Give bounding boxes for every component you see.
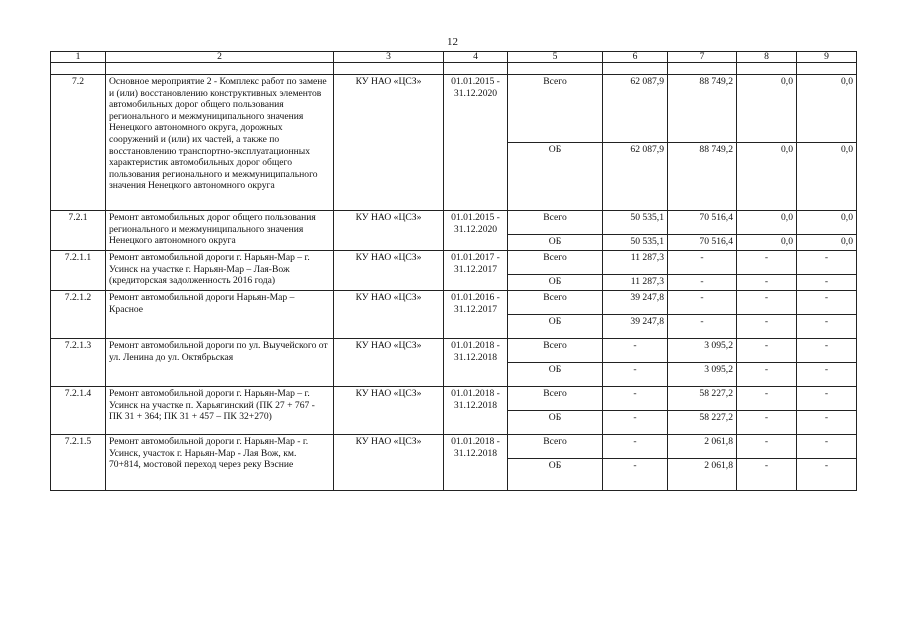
row-number: 7.2.1.5 bbox=[51, 435, 106, 491]
row-value-col6: 62 087,9 bbox=[603, 75, 668, 143]
row-executor: КУ НАО «ЦСЗ» bbox=[334, 211, 444, 251]
column-header: 8 bbox=[737, 52, 797, 63]
row-period: 01.01.2017 - 31.12.2017 bbox=[444, 251, 508, 291]
row-number: 7.2.1.1 bbox=[51, 251, 106, 291]
row-value-col6: 50 535,1 bbox=[603, 211, 668, 235]
row-source: ОБ bbox=[508, 411, 603, 435]
row-source: ОБ bbox=[508, 459, 603, 491]
row-value-col7: 70 516,4 bbox=[668, 211, 737, 235]
column-header: 6 bbox=[603, 52, 668, 63]
row-name: Ремонт автомобильной дороги г. Нарьян-Мар – г. Усинск на участке г. Нарьян-Мар – Лая-Вож (кредиторская задолженность 2016 года) bbox=[106, 251, 334, 291]
row-value-col8: - bbox=[737, 339, 797, 363]
row-value-col8: - bbox=[737, 435, 797, 459]
row-value-col8: - bbox=[737, 411, 797, 435]
row-source: ОБ bbox=[508, 235, 603, 251]
column-header-row bbox=[51, 52, 857, 63]
row-value-col6: - bbox=[603, 435, 668, 459]
row-value-col8: 0,0 bbox=[737, 75, 797, 143]
row-value-col6: - bbox=[603, 387, 668, 411]
row-source: ОБ bbox=[508, 363, 603, 387]
row-value-col7: - bbox=[668, 291, 737, 315]
row-value-col9: - bbox=[797, 363, 857, 387]
row-source: Всего bbox=[508, 251, 603, 275]
row-value-col6: - bbox=[603, 339, 668, 363]
column-header: 3 bbox=[334, 52, 444, 63]
row-value-col9: - bbox=[797, 251, 857, 275]
row-value-col6: - bbox=[603, 459, 668, 491]
table-row bbox=[51, 435, 857, 459]
column-header: 1 bbox=[51, 52, 106, 63]
row-source: ОБ bbox=[508, 275, 603, 291]
row-value-col8: 0,0 bbox=[737, 235, 797, 251]
row-name: Ремонт автомобильной дороги по ул. Выучейского от ул. Ленина до ул. Октябрьская bbox=[106, 339, 334, 387]
row-value-col9: - bbox=[797, 291, 857, 315]
row-value-col7: - bbox=[668, 275, 737, 291]
column-header: 4 bbox=[444, 52, 508, 63]
row-value-col8: 0,0 bbox=[737, 143, 797, 211]
row-source: Всего bbox=[508, 387, 603, 411]
row-period: 01.01.2015 - 31.12.2020 bbox=[444, 211, 508, 251]
row-source: ОБ bbox=[508, 315, 603, 339]
row-value-col9: 0,0 bbox=[797, 235, 857, 251]
page-number: 12 bbox=[447, 36, 458, 48]
row-value-col7: 2 061,8 bbox=[668, 459, 737, 491]
row-value-col7: - bbox=[668, 315, 737, 339]
row-value-col9: - bbox=[797, 411, 857, 435]
table-row bbox=[51, 251, 857, 275]
row-period: 01.01.2018 - 31.12.2018 bbox=[444, 387, 508, 435]
row-value-col7: 3 095,2 bbox=[668, 363, 737, 387]
row-value-col7: 88 749,2 bbox=[668, 143, 737, 211]
row-executor: КУ НАО «ЦСЗ» bbox=[334, 387, 444, 435]
table-row bbox=[51, 291, 857, 315]
row-value-col8: 0,0 bbox=[737, 211, 797, 235]
row-value-col9: 0,0 bbox=[797, 211, 857, 235]
row-value-col9: 0,0 bbox=[797, 143, 857, 211]
row-value-col8: - bbox=[737, 291, 797, 315]
row-number: 7.2.1.4 bbox=[51, 387, 106, 435]
row-executor: КУ НАО «ЦСЗ» bbox=[334, 291, 444, 339]
row-source: Всего bbox=[508, 339, 603, 363]
row-value-col9: - bbox=[797, 339, 857, 363]
column-header: 2 bbox=[106, 52, 334, 63]
row-executor: КУ НАО «ЦСЗ» bbox=[334, 251, 444, 291]
row-value-col6: 62 087,9 bbox=[603, 143, 668, 211]
row-value-col7: 88 749,2 bbox=[668, 75, 737, 143]
column-header: 9 bbox=[797, 52, 857, 63]
row-value-col8: - bbox=[737, 275, 797, 291]
row-name: Ремонт автомобильной дороги г. Нарьян-Мар - г. Усинск, участок г. Нарьян-Мар - Лая Вож, км. 70+814, мостовой переход через реку Вэсние bbox=[106, 435, 334, 491]
row-executor: КУ НАО «ЦСЗ» bbox=[334, 75, 444, 211]
column-header: 7 bbox=[668, 52, 737, 63]
row-value-col8: - bbox=[737, 387, 797, 411]
row-value-col7: 58 227,2 bbox=[668, 387, 737, 411]
row-executor: КУ НАО «ЦСЗ» bbox=[334, 339, 444, 387]
row-name: Ремонт автомобильной дороги г. Нарьян-Мар – г. Усинск на участке п. Харьягинский (ПК 27 + 767 - ПК 31 + 364; ПК 31 + 457 – ПК 32+270) bbox=[106, 387, 334, 435]
row-number: 7.2 bbox=[51, 75, 106, 211]
row-value-col6: 39 247,8 bbox=[603, 291, 668, 315]
row-value-col7: 70 516,4 bbox=[668, 235, 737, 251]
table-row bbox=[51, 75, 857, 143]
row-value-col7: - bbox=[668, 251, 737, 275]
row-period: 01.01.2016 - 31.12.2017 bbox=[444, 291, 508, 339]
row-source: Всего bbox=[508, 291, 603, 315]
row-number: 7.2.1.3 bbox=[51, 339, 106, 387]
row-period: 01.01.2018 - 31.12.2018 bbox=[444, 339, 508, 387]
row-value-col9: - bbox=[797, 315, 857, 339]
row-value-col8: - bbox=[737, 459, 797, 491]
row-value-col6: 11 287,3 bbox=[603, 251, 668, 275]
row-value-col9: - bbox=[797, 459, 857, 491]
row-value-col6: 39 247,8 bbox=[603, 315, 668, 339]
row-name: Основное мероприятие 2 - Комплекс работ по замене и (или) восстановлению конструктивных элементов автомобильных дорог общего пользования регионального и межмуниципального значения Ненецкого автономного округа, дорожных сооружений и (или) их частей, а также по восстановлению транспортно-эксплуатационных характеристик автомобильных дорог общего пользования регионального и межмуниципального значения Ненецкого автономного округа bbox=[106, 75, 334, 211]
row-value-col9: - bbox=[797, 387, 857, 411]
row-value-col8: - bbox=[737, 315, 797, 339]
row-number: 7.2.1.2 bbox=[51, 291, 106, 339]
row-executor: КУ НАО «ЦСЗ» bbox=[334, 435, 444, 491]
row-period: 01.01.2015 - 31.12.2020 bbox=[444, 75, 508, 211]
program-table bbox=[50, 51, 857, 491]
row-value-col9: - bbox=[797, 275, 857, 291]
row-value-col6: 11 287,3 bbox=[603, 275, 668, 291]
row-value-col7: 58 227,2 bbox=[668, 411, 737, 435]
row-source: Всего bbox=[508, 211, 603, 235]
row-value-col7: 2 061,8 bbox=[668, 435, 737, 459]
row-value-col9: 0,0 bbox=[797, 75, 857, 143]
row-value-col6: - bbox=[603, 411, 668, 435]
row-value-col8: - bbox=[737, 363, 797, 387]
row-name: Ремонт автомобильной дороги Нарьян-Мар – Красное bbox=[106, 291, 334, 339]
table-row bbox=[51, 339, 857, 363]
column-header: 5 bbox=[508, 52, 603, 63]
row-name: Ремонт автомобильных дорог общего пользования регионального и межмуниципального значения Ненецкого автономного округа bbox=[106, 211, 334, 251]
row-value-col8: - bbox=[737, 251, 797, 275]
row-number: 7.2.1 bbox=[51, 211, 106, 251]
row-value-col7: 3 095,2 bbox=[668, 339, 737, 363]
row-value-col6: 50 535,1 bbox=[603, 235, 668, 251]
table-row bbox=[51, 387, 857, 411]
row-source: Всего bbox=[508, 435, 603, 459]
row-source: Всего bbox=[508, 75, 603, 143]
table-row bbox=[51, 211, 857, 235]
row-value-col9: - bbox=[797, 435, 857, 459]
row-source: ОБ bbox=[508, 143, 603, 211]
row-value-col6: - bbox=[603, 363, 668, 387]
row-period: 01.01.2018 - 31.12.2018 bbox=[444, 435, 508, 491]
spacer-row bbox=[51, 63, 857, 75]
